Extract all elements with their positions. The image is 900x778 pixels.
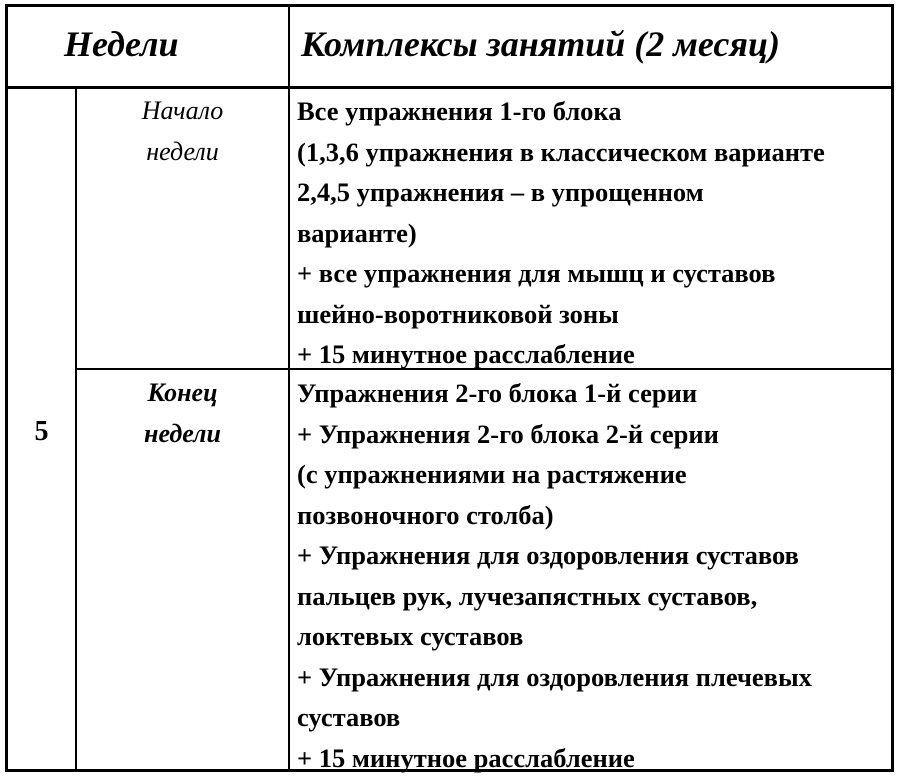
exercise-line: позвоночного столба) [297, 495, 812, 536]
exercise-line: варианте) [297, 213, 825, 254]
exercise-schedule-table [5, 4, 894, 772]
exercise-line: суставов [297, 697, 812, 738]
column-divider-main [288, 7, 290, 769]
week-end-label [77, 373, 288, 454]
week-number: 5 [8, 417, 75, 447]
week-end-label-line1: Конец [77, 373, 288, 414]
exercise-line: пальцев рук, лучезапястных суставов, [297, 576, 812, 617]
exercise-line: Упражнения 2-го блока 1-й серии [297, 373, 812, 414]
exercise-line: + Упражнения для оздоровления плечевых [297, 657, 812, 698]
week-end-exercises [297, 373, 812, 778]
exercise-line: шейно-воротниковой зоны [297, 294, 825, 335]
week-start-exercises [297, 91, 825, 375]
exercise-line: (с упражнениями на растяжение [297, 454, 812, 495]
exercise-line: + Упражнения 2-го блока 2-й серии [297, 414, 812, 455]
exercise-line: (1,3,6 упражнения в классическом варианте [297, 132, 825, 173]
exercise-line: + 15 минутное расслабление [297, 738, 812, 778]
header-complexes: Комплексы занятий (2 месяц) [301, 25, 780, 63]
exercise-line: + 15 минутное расслабление [297, 334, 825, 375]
week-start-label [77, 91, 288, 172]
week-end-label-line2: недели [77, 414, 288, 455]
exercise-line: Все упражнения 1-го блока [297, 91, 825, 132]
exercise-line: 2,4,5 упражнения – в упрощенном [297, 172, 825, 213]
week-start-label-line2: недели [77, 132, 288, 173]
header-weeks: Недели [64, 25, 179, 63]
header-bottom-border [8, 86, 891, 89]
exercise-line: локтевых суставов [297, 616, 812, 657]
week-start-label-line1: Начало [77, 91, 288, 132]
exercise-line: + Упражнения для оздоровления суставов [297, 535, 812, 576]
exercise-line: + все упражнения для мышц и суставов [297, 253, 825, 294]
